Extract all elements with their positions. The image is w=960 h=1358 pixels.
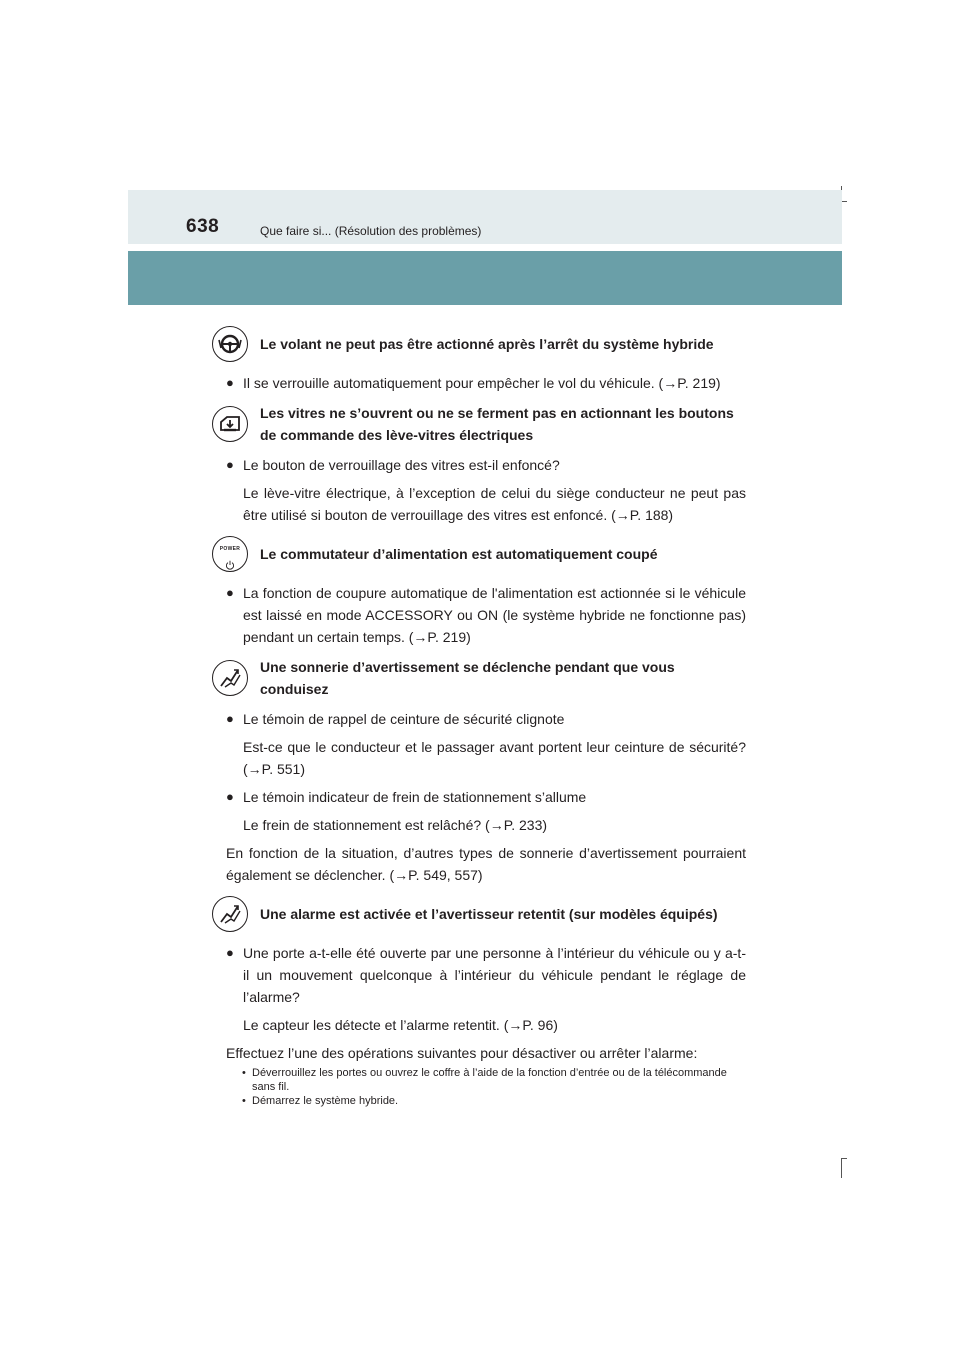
item-detail: Le frein de stationnement est relâché? (→P. 233) (243, 817, 548, 833)
header-band (128, 190, 842, 244)
item-detail: Le capteur les détecte et l’alarme retentit. (→P. 96) (243, 1017, 558, 1033)
paragraph: En fonction de la situation, d’autres types de sonnerie d’avertissement pourraient également se déclencher. (→P. 549, 557) (226, 845, 746, 883)
section-heading-power: POWER Le commutateur d’alimentation est automatiquement coupé (226, 534, 746, 574)
list-item: ● Le témoin indicateur de frein de stationnement s’allume (226, 789, 587, 805)
list-item: ● La fonction de coupure automatique de l'alimentation est actionnée si le véhicule est laissé en mode ACCESSORY ou ON (le système hybride ne fonctionne pas) pendant un certain temps. (→P. 219) (226, 585, 746, 645)
section-title: Que faire si... (Résolution des problèmes) (260, 224, 482, 238)
steering-wheel-icon (212, 326, 248, 362)
note-item: • Déverrouillez les portes ou ouvrez le coffre à l’aide de la fonction d’entrée ou de la télécommande sans fil. (242, 1067, 727, 1093)
section-heading-alarm: Une alarme est activée et l’avertisseur retentit (sur modèles équipés) (226, 894, 746, 934)
paragraph: Effectuez l’une des opérations suivantes pour désactiver ou arrêter l’alarme: (226, 1045, 698, 1061)
list-item: ● Le bouton de verrouillage des vitres est-il enfoncé? (226, 457, 560, 473)
list-item: ● Une porte a-t-elle été ouverte par une personne à l’intérieur du véhicule ou y a-t-il un mouvement quelconque à l’intérieur du véhicule pendant le réglage de l’alarme? (226, 945, 746, 1005)
list-item: ● Le témoin de rappel de ceinture de sécurité clignote (226, 711, 565, 727)
chapter-band (128, 251, 842, 305)
page-content (219, 324, 746, 1108)
alarm-icon (212, 896, 248, 932)
crop-mark (841, 1158, 842, 1178)
note-item: • Démarrez le système hybride. (242, 1095, 399, 1107)
list-item: ● Il se verrouille automatiquement pour empêcher le vol du véhicule. (→P. 219) (226, 375, 721, 391)
window-lock-icon (212, 406, 248, 442)
crop-mark (841, 1158, 847, 1159)
section-heading-steering: Le volant ne peut pas être actionné après l’arrêt du système hybride (226, 324, 746, 364)
power-switch-icon: POWER (212, 536, 248, 572)
item-detail: Est-ce que le conducteur et le passager avant portent leur ceinture de sécurité? (→P. 551) (243, 739, 746, 777)
item-detail: Le lève-vitre électrique, à l’exception de celui du siège conducteur ne peut pas être utilisé si bouton de verrouillage des vitres est enfoncé. (→P. 188) (243, 485, 746, 523)
warning-sound-icon (212, 660, 248, 696)
page-number: 638 (186, 216, 220, 237)
section-heading-windows: Les vitres ne s’ouvrent ou ne se ferment pas en actionnant les boutons de commande des lève-vitres électriques (226, 402, 746, 446)
section-heading-warning-sound: Une sonnerie d’avertissement se déclenche pendant que vous conduisez (226, 656, 746, 700)
